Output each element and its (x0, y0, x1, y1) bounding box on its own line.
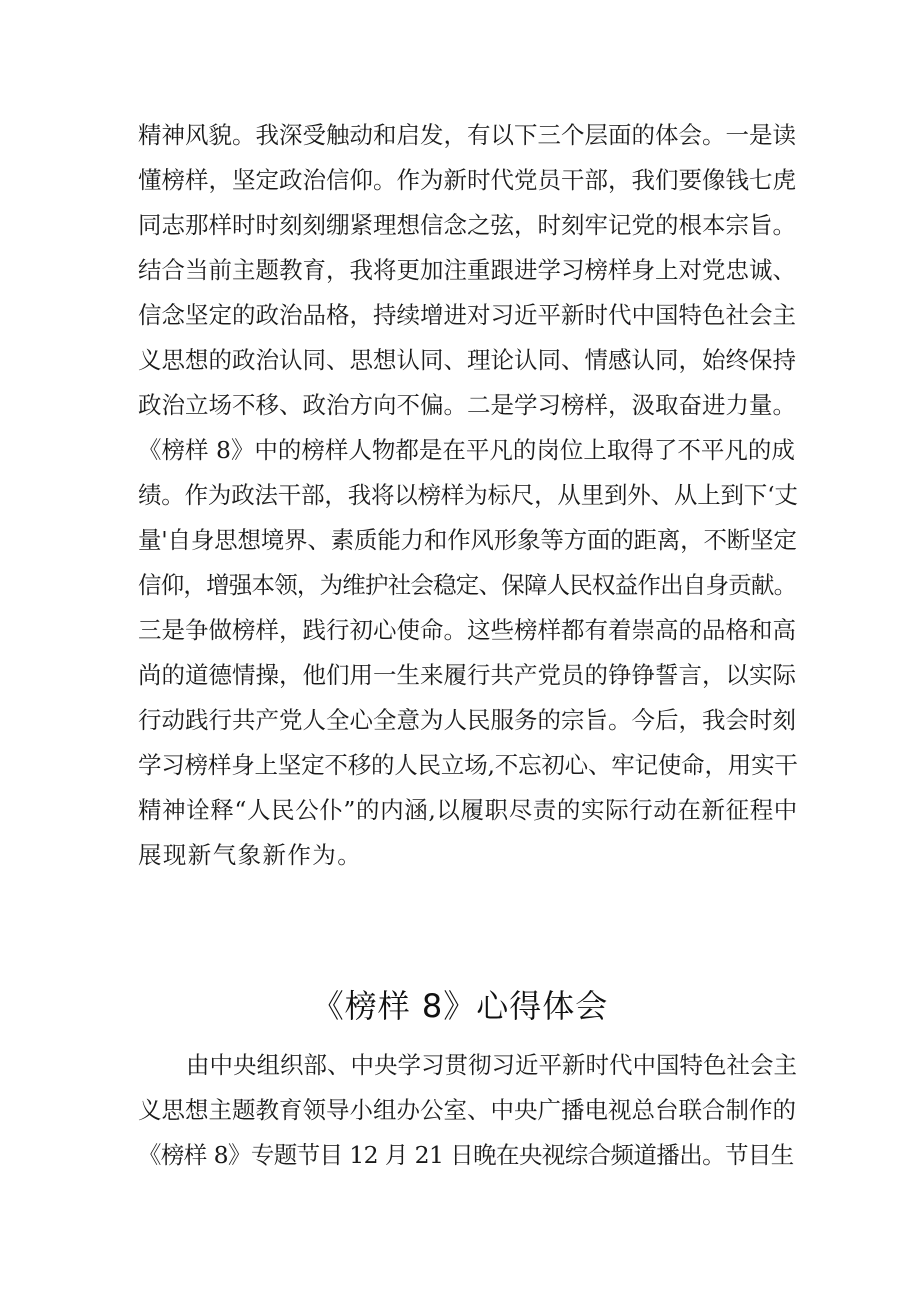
text-line: 精神诠释“人民公仆”的内涵,以履职尽责的实际行动在新征程中 (138, 796, 798, 824)
text-line: 展现新气象新作为。 (138, 841, 363, 869)
text-line: 信念坚定的政治品格，持续增进对习近平新时代中国特色社会主 (138, 301, 796, 329)
text-line: 信仰，增强本领，为维护社会稳定、保障人民权益作出自身贡献。 (138, 571, 797, 599)
text-line: 行动践行共产党人全心全意为人民服务的宗旨。今后，我会时刻 (138, 706, 796, 734)
text-line: 精神风貌。我深受触动和启发，有以下三个层面的体会。一是读 (138, 121, 796, 149)
text-line: 《榜样 8》中的榜样人物都是在平凡的岗位上取得了不平凡的成 (138, 436, 795, 464)
document-title: 《榜样 8》心得体会 (311, 987, 609, 1025)
text-line: 三是争做榜样，践行初心使命。这些榜样都有着崇高的品格和高 (138, 616, 796, 644)
text-line: 结合当前主题教育，我将更加注重跟进学习榜样身上对党忠诚、 (138, 256, 796, 284)
text-line: 学习榜样身上坚定不移的人民立场,不忘初心、牢记使命，用实干 (138, 751, 798, 779)
text-line: 政治立场不移、政治方向不偏。二是学习榜样，汲取奋进力量。 (138, 391, 796, 419)
text-line: 尚的道德情操，他们用一生来履行共产党员的铮铮誓言，以实际 (138, 661, 796, 689)
text-line: 懂榜样，坚定政治信仰。作为新时代党员干部，我们要像钱七虎 (138, 166, 796, 194)
text-line: 绩。作为政法干部，我将以榜样为标尺，从里到外、从上到下‘丈 (138, 481, 798, 509)
text-line: 《榜样 8》专题节目 12 月 21 日晚在央视综合频道播出。节目生 (138, 1141, 794, 1169)
text-line: 同志那样时时刻刻绷紧理想信念之弦，时刻牢记党的根本宗旨。 (138, 211, 796, 239)
text-line: 量'自身思想境界、素质能力和作风形象等方面的距离，不断坚定 (138, 526, 797, 554)
text-line-indented: 由中央组织部、中央学习贯彻习近平新时代中国特色社会主 (186, 1051, 797, 1079)
text-line: 义思想主题教育领导小组办公室、中央广播电视总台联合制作的 (138, 1096, 796, 1124)
text-line: 义思想的政治认同、思想认同、理论认同、情感认同，始终保持 (138, 346, 796, 374)
